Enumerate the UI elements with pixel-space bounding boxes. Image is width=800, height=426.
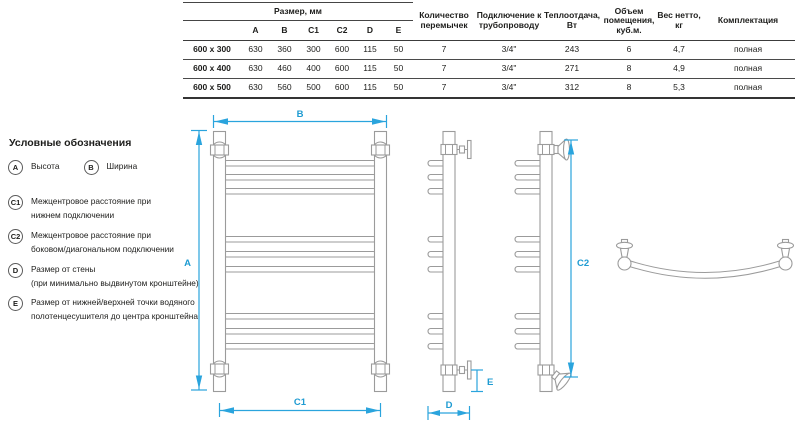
- cell-d: 115: [356, 41, 384, 60]
- row-size-label: 600 x 500: [183, 79, 241, 99]
- row-size-label: 600 x 400: [183, 60, 241, 79]
- cell-room-volume: 8: [601, 79, 657, 99]
- cell-room-volume: 8: [601, 60, 657, 79]
- tube-end: [618, 257, 631, 270]
- group-header-size: Размер, мм: [183, 3, 413, 21]
- cell-heat-output: 312: [543, 79, 601, 99]
- cell-a: 630: [241, 60, 270, 79]
- dimension-a: [184, 131, 207, 391]
- cell-e: 50: [384, 79, 413, 99]
- col-header-net-weight: Вес нетто, кг: [657, 3, 701, 41]
- dimension-label-a: A: [184, 258, 191, 269]
- subheader-c1: C1: [299, 21, 328, 41]
- wall-bracket: [211, 142, 229, 158]
- legend-text-line: Межцентровое расстояние при: [31, 196, 152, 206]
- subheader-e: E: [384, 21, 413, 41]
- dimension-e: [471, 370, 493, 392]
- cell-a: 630: [241, 41, 270, 60]
- cell-connection: 3/4": [475, 79, 543, 99]
- side-view-wall-distance: [428, 132, 493, 421]
- legend-text-line: Межцентровое расстояние при: [31, 230, 152, 240]
- cell-c2: 600: [328, 41, 356, 60]
- col-header-room-volume: Объем помещения, куб.м.: [601, 3, 657, 41]
- legend-badge-c1: C1: [8, 195, 23, 210]
- table-row: [183, 60, 795, 79]
- cell-c1: 500: [299, 79, 328, 99]
- legend-badge-a: A: [8, 160, 23, 175]
- wall-bracket-top-view: [778, 240, 794, 258]
- cell-package: полная: [701, 60, 795, 79]
- cell-net-weight: 5,3: [657, 79, 701, 99]
- col-header-heat-output: Теплоотдача, Вт: [543, 3, 601, 41]
- legend-title: Условные обозначения: [9, 137, 132, 149]
- dimension-c2: [564, 140, 589, 377]
- subheader-empty: [183, 21, 241, 41]
- subheader-d: D: [356, 21, 384, 41]
- dimension-label-e: E: [487, 377, 494, 388]
- legend-badge-b: B: [84, 160, 99, 175]
- legend-text-line: Размер от стены: [31, 264, 96, 274]
- top-view-curved-bar: [617, 240, 794, 279]
- table-row: [183, 41, 795, 60]
- wall-bracket: [372, 361, 390, 377]
- cell-e: 50: [384, 60, 413, 79]
- cell-c1: 300: [299, 41, 328, 60]
- cell-connection: 3/4": [475, 60, 543, 79]
- technical-drawings: [0, 95, 800, 426]
- tube-end: [779, 257, 792, 270]
- legend-text-b: Ширина: [106, 161, 138, 171]
- cell-package: полная: [701, 41, 795, 60]
- spec-table: [183, 2, 795, 99]
- dimension-d: [428, 400, 470, 420]
- cell-heat-output: 243: [543, 41, 601, 60]
- cell-b: 460: [270, 60, 299, 79]
- cell-net-weight: 4,7: [657, 41, 701, 60]
- tube-profile: [443, 132, 455, 392]
- legend-badge-e: E: [8, 296, 23, 311]
- subheader-c2: C2: [328, 21, 356, 41]
- side-view-side-connection: [515, 132, 589, 392]
- cell-a: 630: [241, 79, 270, 99]
- dimension-c1: [220, 397, 381, 417]
- cell-c1: 400: [299, 60, 328, 79]
- cell-c2: 600: [328, 60, 356, 79]
- right-tube: [375, 132, 387, 392]
- left-tube: [214, 132, 226, 392]
- legend-badge-d: D: [8, 263, 23, 278]
- row-size-label: 600 x 300: [183, 41, 241, 60]
- dimension-b: [214, 109, 387, 128]
- legend-text-line: боковом/диагональном подключении: [31, 243, 174, 254]
- col-header-crossbars: Количество перемычек: [413, 3, 475, 41]
- wall-bracket: [372, 142, 390, 158]
- cell-crossbars: 7: [413, 41, 475, 60]
- dimension-label-d: D: [445, 400, 453, 411]
- dimension-label-c2: C2: [577, 258, 590, 269]
- cell-heat-output: 271: [543, 60, 601, 79]
- tube-profile: [540, 132, 552, 392]
- cell-crossbars: 7: [413, 60, 475, 79]
- cell-room-volume: 6: [601, 41, 657, 60]
- cell-c2: 600: [328, 79, 356, 99]
- legend-badge-c2: C2: [8, 229, 23, 244]
- table-group-header-row: [183, 3, 795, 21]
- wall-bracket: [211, 361, 229, 377]
- cell-d: 115: [356, 60, 384, 79]
- cell-connection: 3/4": [475, 41, 543, 60]
- legend-text-a: Высота: [31, 161, 60, 171]
- legend-text-line: полотенцесушителя до центра кронштейна: [31, 310, 198, 321]
- legend-text-line: (при минимально выдвинутом кронштейне): [31, 277, 199, 288]
- dimension-label-b: B: [296, 109, 304, 120]
- cell-b: 560: [270, 79, 299, 99]
- cell-b: 360: [270, 41, 299, 60]
- cell-d: 115: [356, 79, 384, 99]
- cell-crossbars: 7: [413, 79, 475, 99]
- cell-net-weight: 4,9: [657, 60, 701, 79]
- subheader-a: A: [241, 21, 270, 41]
- cell-e: 50: [384, 41, 413, 60]
- wall-bracket-top-view: [617, 240, 633, 258]
- subheader-b: B: [270, 21, 299, 41]
- curved-tube: [631, 261, 780, 273]
- crossbars: [224, 161, 376, 350]
- col-header-connection: Подключение к трубопроводу: [475, 3, 543, 41]
- legend-text-line: нижнем подключении: [31, 209, 115, 220]
- legend-text-line: Размер от нижней/верхней точки водяного: [31, 297, 195, 307]
- cell-package: полная: [701, 79, 795, 99]
- col-header-package: Комплектация: [701, 3, 795, 41]
- front-view: [184, 109, 389, 417]
- dimension-label-c1: C1: [293, 397, 307, 408]
